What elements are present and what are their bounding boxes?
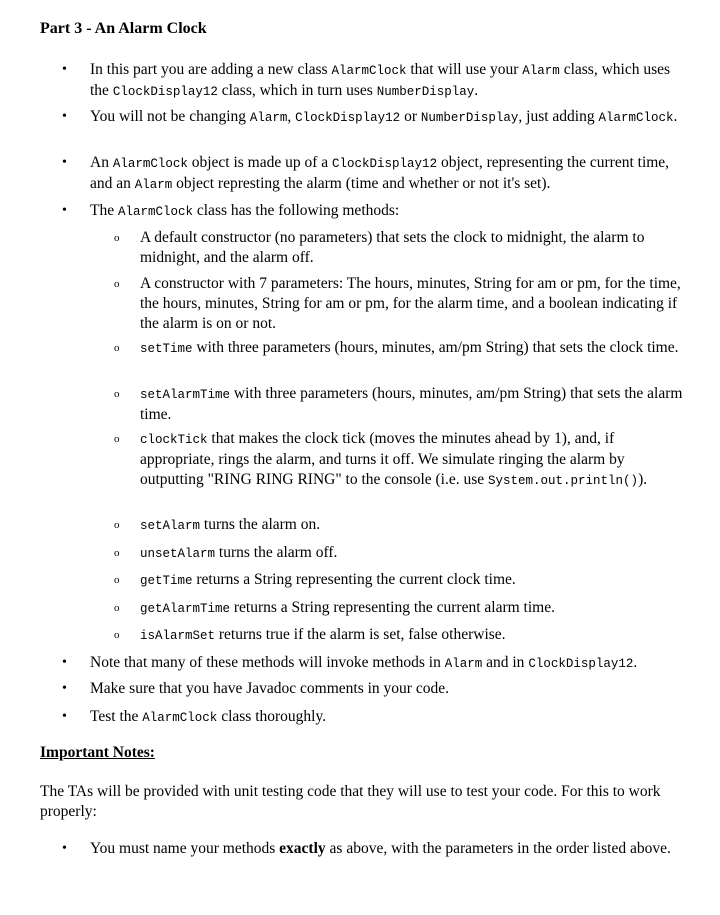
sub-bullet-marker: o: [114, 342, 120, 354]
bullet-marker: •: [62, 681, 67, 696]
sub-bullet-marker: o: [114, 629, 120, 641]
bullet-marker: •: [62, 709, 67, 724]
sub-bullet-marker: o: [114, 519, 120, 531]
code-inline: NumberDisplay: [376, 85, 475, 99]
code-inline: Alarm: [249, 111, 288, 125]
page-title: Part 3 - An Alarm Clock: [40, 20, 207, 37]
code-inline: unsetAlarm: [140, 547, 216, 561]
sub-bullet-marker: o: [114, 433, 120, 445]
code-inline: ClockDisplay12: [332, 157, 438, 171]
sub-bullet-marker: o: [114, 278, 120, 290]
code-inline: ClockDisplay12: [295, 111, 401, 125]
code-inline: setTime: [140, 342, 193, 356]
code-inline: getAlarmTime: [140, 602, 231, 616]
sub-bullet-marker: o: [114, 574, 120, 586]
method-item: getTime returns a String representing the current clock time.: [140, 571, 516, 588]
bold-text: exactly: [279, 840, 326, 857]
code-inline: ClockDisplay12: [528, 657, 634, 671]
method-item: clockTick that makes the clock tick (moves the minutes ahead by 1), and, if appropriate, rings the alarm, and turns it off. We simulate ringing the alarm by outputting "RING RING RING" to the console (i.e. use System.out.println()).: [140, 430, 648, 488]
code-inline: Alarm: [134, 178, 173, 192]
method-item: A default constructor (no parameters) that sets the clock to midnight, the alarm to midnight, and the alarm off.: [140, 229, 645, 266]
code-inline: Alarm: [444, 657, 483, 671]
code-inline: setAlarmTime: [140, 388, 231, 402]
sub-bullet-marker: o: [114, 388, 120, 400]
code-inline: isAlarmSet: [140, 629, 216, 643]
method-item: setTime with three parameters (hours, minutes, am/pm String) that sets the clock time.: [140, 339, 679, 356]
code-inline: clockTick: [140, 433, 208, 447]
code-inline: NumberDisplay: [420, 111, 519, 125]
code-inline: ClockDisplay12: [112, 85, 218, 99]
method-item: unsetAlarm turns the alarm off.: [140, 544, 338, 561]
code-inline: AlarmClock: [598, 111, 674, 125]
bullet-marker: •: [62, 62, 67, 77]
bullet-marker: •: [62, 655, 67, 670]
method-item: A constructor with 7 parameters: The hours, minutes, String for am or pm, for the time, the hours, minutes, String for am or pm, for the alarm time, and a boolean indicating if the alarm is on or not.: [140, 275, 681, 332]
sub-bullet-marker: o: [114, 232, 120, 244]
bullet-item: You must name your methods exactly as above, with the parameters in the order listed above.: [90, 840, 671, 857]
code-inline: AlarmClock: [117, 205, 193, 219]
bullet-item: Note that many of these methods will invoke methods in Alarm and in ClockDisplay12.: [90, 654, 638, 671]
bullet-item: Test the AlarmClock class thoroughly.: [90, 708, 327, 725]
bullet-item: In this part you are adding a new class AlarmClock that will use your Alarm class, which uses the ClockDisplay12 class, which in turn uses NumberDisplay.: [90, 61, 671, 99]
bullet-marker: •: [62, 203, 67, 218]
code-inline: setAlarm: [140, 519, 201, 533]
code-inline: AlarmClock: [331, 64, 407, 78]
bullet-marker: •: [62, 109, 67, 124]
method-item: getAlarmTime returns a String representing the current alarm time.: [140, 599, 555, 616]
bullet-item: Make sure that you have Javadoc comments in your code.: [90, 680, 449, 697]
code-inline: AlarmClock: [142, 711, 218, 725]
code-inline: Alarm: [522, 64, 560, 78]
method-item: isAlarmSet returns true if the alarm is set, false otherwise.: [140, 626, 506, 643]
bullet-item: The AlarmClock class has the following methods:: [90, 202, 400, 219]
bullet-marker: •: [62, 155, 67, 170]
method-item: setAlarm turns the alarm on.: [140, 516, 321, 533]
sub-bullet-marker: o: [114, 547, 120, 559]
bullet-marker: •: [62, 841, 67, 856]
section-heading: Important Notes:: [40, 744, 155, 761]
code-inline: System.out.println(): [488, 474, 639, 488]
bullet-item: You will not be changing Alarm, ClockDisplay12 or NumberDisplay, just adding AlarmClock.: [90, 108, 678, 125]
method-item: setAlarmTime with three parameters (hours, minutes, am/pm String) that sets the alarm time.: [140, 385, 683, 423]
code-inline: AlarmClock: [112, 157, 188, 171]
code-inline: getTime: [140, 574, 193, 588]
body-paragraph: The TAs will be provided with unit testing code that they will use to test your code. For this to work properly:: [40, 783, 661, 820]
bullet-item: An AlarmClock object is made up of a ClockDisplay12 object, representing the current time, and an Alarm object represting the alarm (time and whether or not it's set).: [90, 154, 670, 192]
sub-bullet-marker: o: [114, 602, 120, 614]
